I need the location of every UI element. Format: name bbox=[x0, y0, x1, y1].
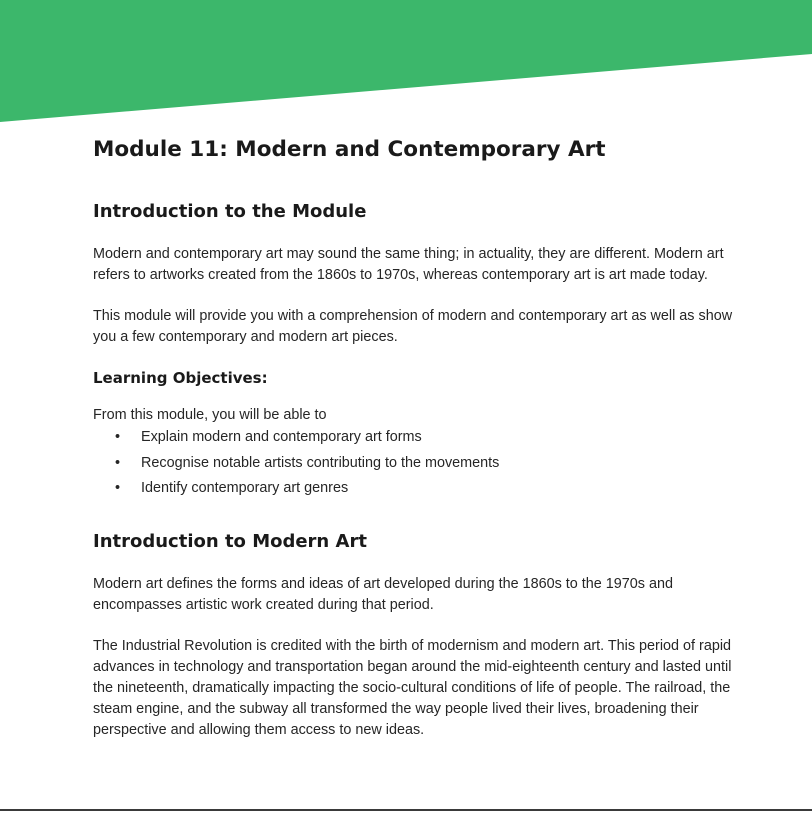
section-intro-module bbox=[93, 199, 733, 348]
paragraph-modern-1: Modern art defines the forms and ideas of art developed during the 1860s to the 1970s and encompasses artistic work created during that period. bbox=[93, 575, 674, 613]
section-learning-objectives bbox=[93, 368, 733, 502]
objectives-list bbox=[93, 425, 733, 502]
bullet-icon: • bbox=[115, 454, 121, 471]
list-item bbox=[93, 451, 733, 477]
section-heading-intro-module: Introduction to the Module bbox=[93, 201, 367, 222]
bottom-divider bbox=[0, 809, 812, 811]
paragraph-intro-1: Modern and contemporary art may sound the same thing; in actuality, they are different. Modern art refers to artworks created from the 1860s to 1970s, whereas contemporary art is art made today. bbox=[93, 246, 724, 283]
list-item-text: Explain modern and contemporary art forms bbox=[141, 429, 422, 445]
page-content bbox=[93, 136, 733, 761]
section-intro-modern-art bbox=[93, 529, 733, 741]
paragraph-modern-2: The Industrial Revolution is credited with the birth of modernism and modern art. This period of rapid advances in technology and transportation began around the mid-eighteenth century and lasted until the nineteenth, dramatically impacting the socio-cultural conditions of life of people. The railroad, the steam engine, and the subway all transformed the way people lived their lives, broadening their perspective and allowing them access to new ideas. bbox=[93, 637, 732, 738]
objectives-intro: From this module, you will be able to bbox=[93, 407, 327, 423]
section-heading-intro-modern-art: Introduction to Modern Art bbox=[93, 530, 367, 552]
list-item-text: Identify contemporary art genres bbox=[141, 480, 349, 496]
objectives-heading: Learning Objectives: bbox=[93, 369, 268, 387]
list-item bbox=[93, 476, 733, 502]
bullet-icon: • bbox=[115, 429, 121, 445]
bullet-icon: • bbox=[115, 480, 121, 496]
list-item bbox=[93, 425, 733, 451]
module-title: Module 11: Modern and Contemporary Art bbox=[93, 137, 606, 162]
paragraph-intro-2: This module will provide you with a comprehension of modern and contemporary art as well as show you a few contemporary and modern art pieces. bbox=[93, 308, 733, 345]
header-banner bbox=[0, 0, 812, 125]
list-item-text: Recognise notable artists contributing to the movements bbox=[141, 454, 500, 471]
banner-shape bbox=[0, 0, 812, 122]
